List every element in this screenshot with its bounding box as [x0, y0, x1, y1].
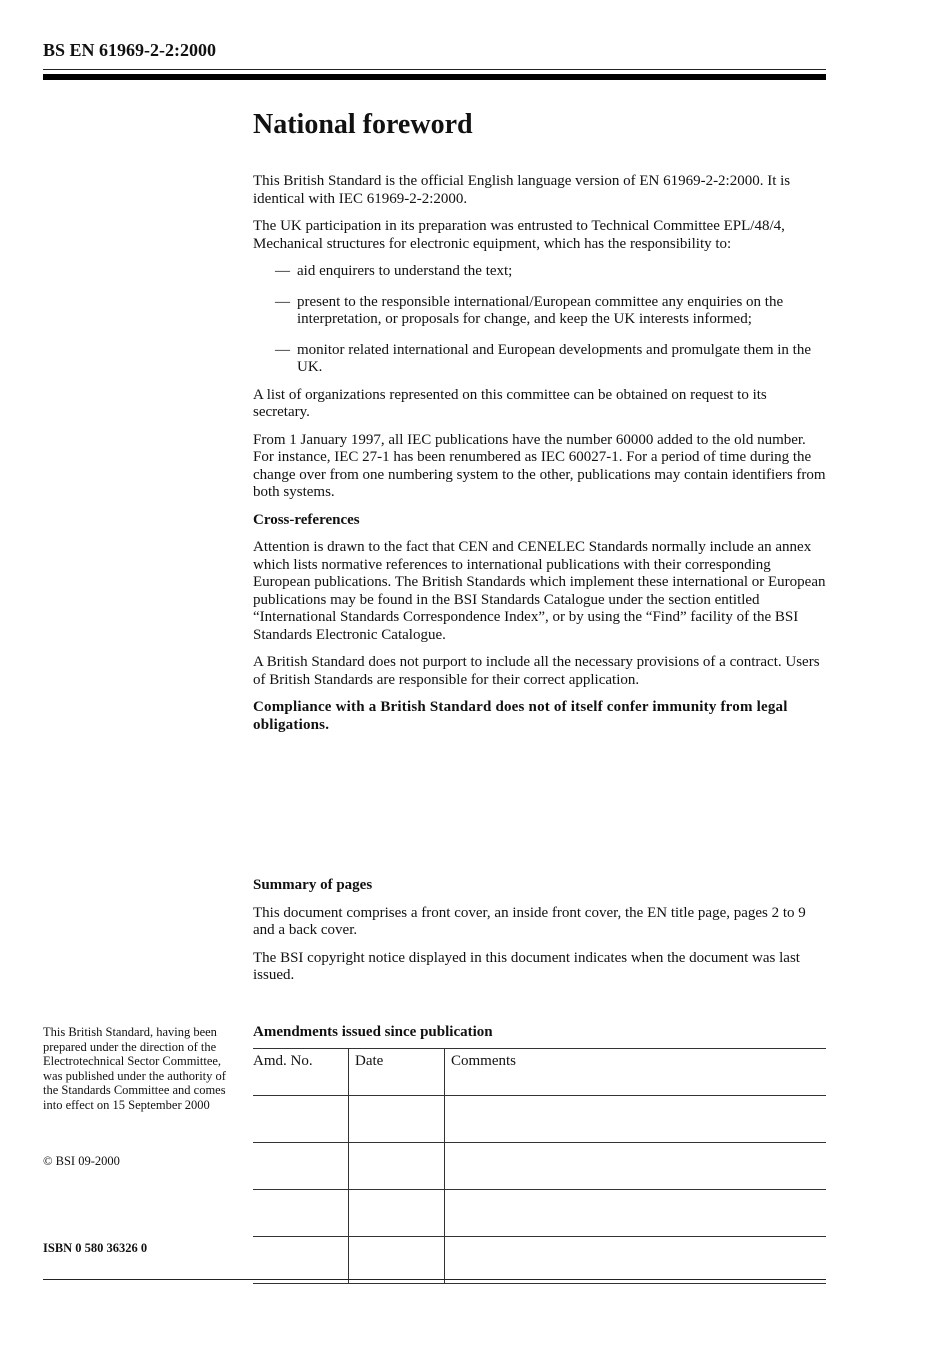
column-header-comments: Comments — [445, 1049, 827, 1096]
table-row — [253, 1190, 826, 1237]
table-cell — [349, 1096, 445, 1143]
national-foreword-section — [253, 108, 826, 744]
summary-of-pages-section — [253, 877, 826, 995]
table-cell — [349, 1143, 445, 1190]
table-row — [253, 1096, 826, 1143]
summary-heading: Summary of pages — [253, 877, 373, 893]
footer-rule — [43, 1279, 826, 1280]
dash-marker: — — [275, 293, 290, 310]
table-cell — [253, 1237, 349, 1284]
dash-marker: — — [275, 341, 290, 358]
header-rule-thick — [43, 74, 826, 80]
paragraph-committee-list: A list of organizations represented on this committee can be obtained on request to its secretary. — [253, 386, 767, 420]
copyright-notice: © BSI 09-2000 — [43, 1154, 120, 1168]
table-row — [253, 1237, 826, 1284]
paragraph-numbering: From 1 January 1997, all IEC publications have the number 60000 added to the old number. For instance, IEC 27-1 has been renumbered as IEC 60027-1. For a period of time during the change over from one numbering system to the other, publications may contain identifiers from both systems. — [253, 431, 826, 500]
table-header-row — [253, 1049, 826, 1096]
list-item — [253, 342, 826, 377]
cross-references-heading: Cross-references — [253, 511, 360, 528]
document-code: BS EN 61969-2-2:2000 — [43, 40, 217, 60]
table-cell — [445, 1190, 827, 1237]
column-header-date: Date — [349, 1049, 445, 1096]
table-cell — [253, 1190, 349, 1237]
list-item — [253, 294, 826, 329]
table-cell — [349, 1237, 445, 1284]
table-cell — [445, 1096, 827, 1143]
page-title: National foreword — [253, 109, 473, 140]
paragraph-uk-participation: The UK participation in its preparation was entrusted to Technical Committee EPL/48/4, Mechanical structures for electronic equipment, which has the responsibility to: — [253, 218, 785, 252]
paragraph-cross-references: Attention is drawn to the fact that CEN and CENELEC Standards normally include an annex which lists normative references to international publications with their corresponding European publications. The British Standards which implement these international or European publications may be found in the BSI Standards Catalogue under the section entitled “International Standards Correspondence Index”, or by using the “Find” facility of the BSI Standards Electronic Catalogue. — [253, 539, 826, 643]
table-cell — [445, 1237, 827, 1284]
list-item-text: monitor related international and European developments and promulgate them in the UK. — [297, 341, 812, 375]
list-item-text: aid enquirers to understand the text; — [297, 263, 513, 279]
summary-paragraph-pages: This document comprises a front cover, an inside front cover, the EN title page, pages 2 to 9 and a back cover. — [253, 904, 806, 938]
amendments-table — [253, 1048, 826, 1284]
paragraph-provisions: A British Standard does not purport to include all the necessary provisions of a contract. Users of British Standards are responsible for their correct application. — [253, 654, 820, 688]
dash-marker: — — [275, 263, 290, 279]
isbn: ISBN 0 580 36326 0 — [43, 1241, 148, 1255]
table-row — [253, 1143, 826, 1190]
paragraph-official-version: This British Standard is the official English language version of EN 61969-2-2:2000. It is identical with IEC 61969-2-2:2000. — [253, 173, 791, 207]
table-cell — [253, 1143, 349, 1190]
column-header-amd-no: Amd. No. — [253, 1049, 349, 1096]
list-item-text: present to the responsible international/European committee any enquiries on the interpretation, or proposals for change, and keep the UK interests informed; — [297, 293, 784, 327]
header-rule-thin — [43, 69, 826, 70]
table-cell — [349, 1190, 445, 1237]
table-cell — [445, 1143, 827, 1190]
amendments-heading: Amendments issued since publication — [253, 1024, 493, 1040]
publication-note: This British Standard, having been prepared under the direction of the Electrotechnical Sector Committee, was published under the authority of the Standards Committee and comes into effect on 15 September 2000 — [43, 1025, 226, 1112]
compliance-statement: Compliance with a British Standard does not of itself confer immunity from legal obligations. — [253, 699, 788, 733]
table-cell — [253, 1096, 349, 1143]
list-item — [253, 263, 826, 281]
summary-paragraph-copyright: The BSI copyright notice displayed in this document indicates when the document was last issued. — [253, 949, 800, 983]
